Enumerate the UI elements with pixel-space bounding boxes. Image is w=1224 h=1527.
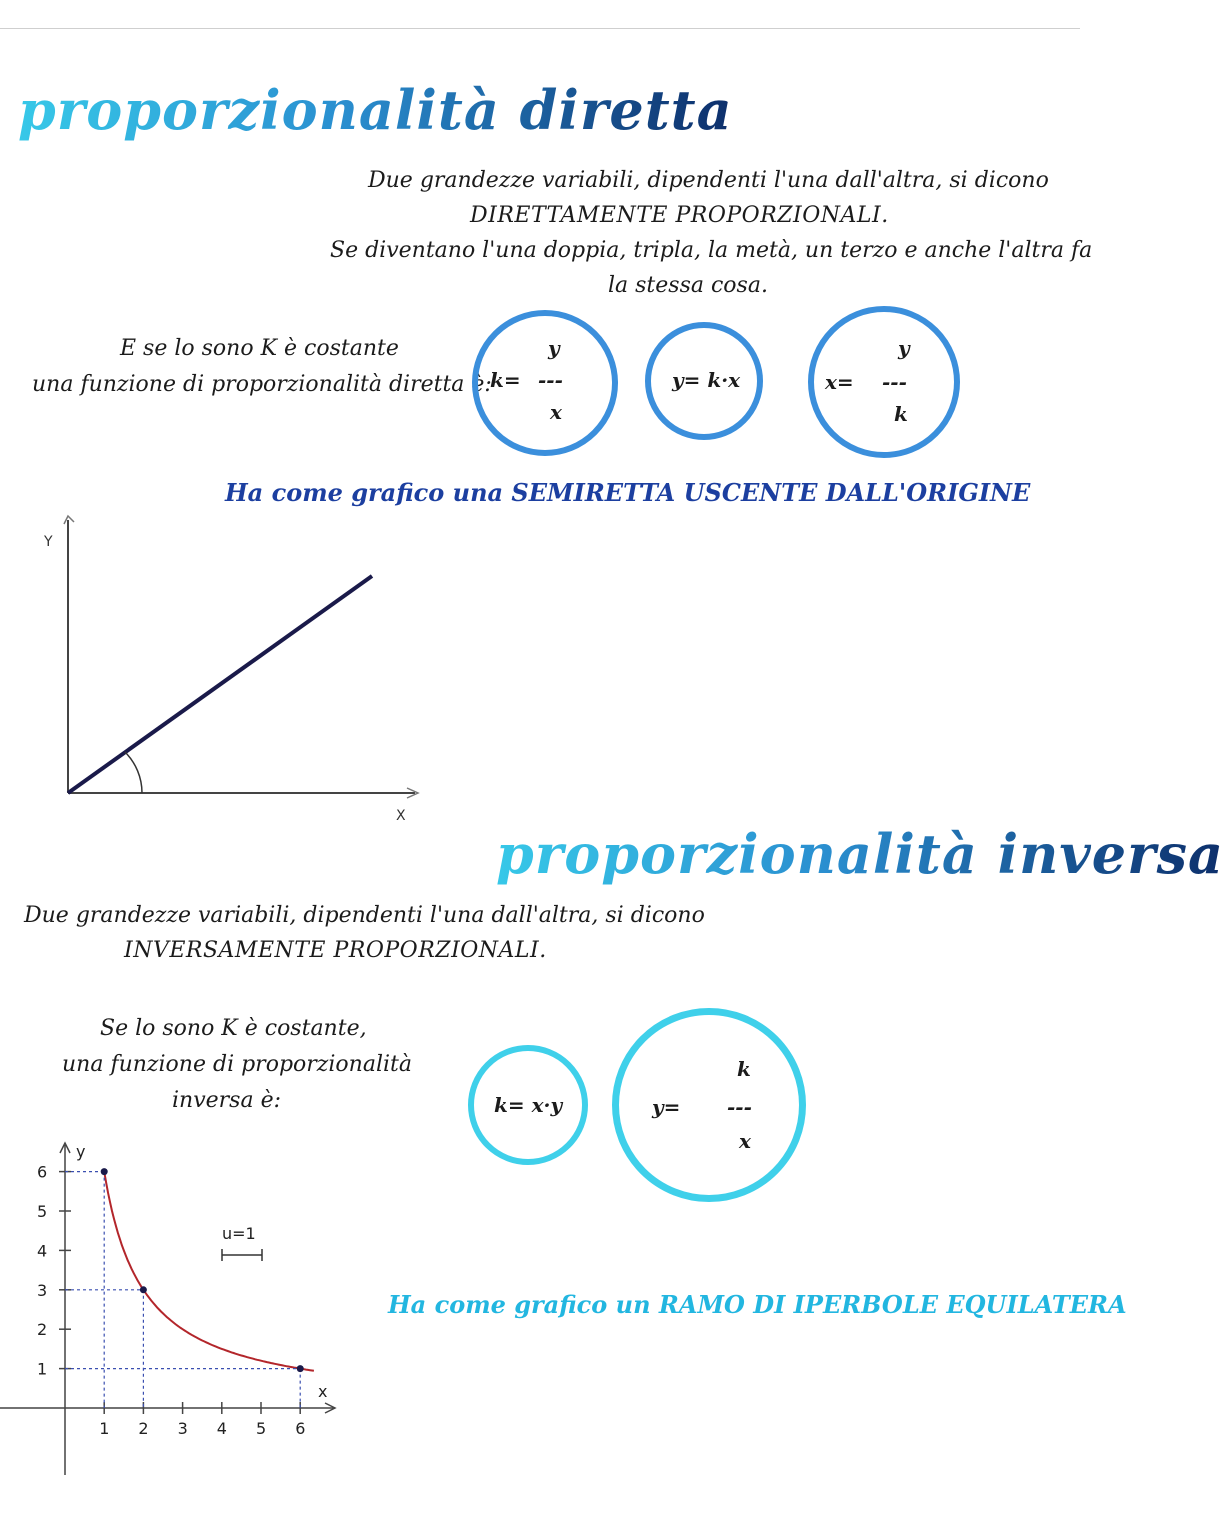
x-tick-label-5: 5: [256, 1419, 267, 1438]
inverse-graph-hyperbola: [104, 1172, 314, 1371]
formula-x-bar: ---: [882, 370, 907, 394]
formula-k-den: x: [550, 400, 562, 424]
inverse-graph-x-label: x: [318, 1382, 328, 1401]
point-2-3: [140, 1286, 147, 1293]
y-tick-label-6: 6: [37, 1162, 48, 1182]
x-tick-label-6: 6: [295, 1419, 306, 1438]
y-tick-label-2: 2: [37, 1320, 48, 1340]
inverse-title: proporzionalità inversa: [496, 822, 1224, 886]
inverse-graph-unit-label: u=1: [222, 1224, 256, 1243]
direct-intro-line4: la stessa cosa.: [608, 273, 768, 298]
formula-k-lhs: k=: [490, 368, 521, 392]
formula-ykx-bar: ---: [727, 1095, 752, 1119]
y-tick-label-3: 3: [37, 1280, 48, 1300]
y-tick-label-1: 1: [37, 1359, 48, 1379]
page-top-rule: [0, 28, 1080, 29]
y-tick-label-5: 5: [37, 1202, 48, 1221]
direct-function-line1: E se lo sono K è costante: [120, 336, 399, 361]
direct-graph-y-label: Y: [44, 534, 53, 550]
y-tick-label-4: 4: [37, 1241, 48, 1261]
formula-kxy-text: k= x·y: [494, 1093, 563, 1117]
x-tick-label-3: 3: [177, 1419, 188, 1438]
formula-ykx-lhs: y=: [652, 1095, 681, 1119]
direct-graph-angle-arc: [125, 752, 142, 793]
formula-ykx-circle: [612, 1008, 806, 1202]
inverse-graph-y-label: y: [76, 1142, 86, 1161]
inverse-function-line3: inversa è:: [172, 1088, 282, 1113]
x-tick-label-1: 1: [99, 1419, 110, 1438]
direct-intro-line2: DIRETTAMENTE PROPORZIONALI.: [470, 203, 889, 228]
formula-ykx-num: k: [737, 1057, 751, 1081]
formula-k-num: y: [548, 336, 560, 360]
inverse-intro-line2: INVERSAMENTE PROPORZIONALI.: [124, 938, 547, 963]
direct-intro-line1: Due grandezze variabili, dipendenti l'una dall'altra, si dicono: [368, 168, 1049, 193]
point-6-1: [297, 1365, 304, 1372]
direct-graph-ray: [68, 576, 372, 793]
point-1-6: [101, 1168, 108, 1175]
inverse-graph-note: Ha come grafico un RAMO DI IPERBOLE EQUILATERA: [388, 1290, 1127, 1319]
x-tick-label-2: 2: [138, 1419, 149, 1438]
formula-y-text: y= k·x: [672, 368, 741, 392]
inverse-intro-line1: Due grandezze variabili, dipendenti l'una dall'altra, si dicono: [24, 903, 705, 928]
formula-x-den: k: [894, 402, 908, 426]
formula-x-lhs: x=: [825, 370, 854, 394]
direct-function-line2: una funzione di proporzionalità diretta è:: [32, 372, 492, 397]
direct-intro-line3: Se diventano l'una doppia, tripla, la metà, un terzo e anche l'altra fa: [330, 238, 1093, 263]
formula-k-bar: ---: [538, 368, 563, 392]
direct-graph-note: Ha come grafico una SEMIRETTA USCENTE DALL'ORIGINE: [225, 478, 1031, 507]
inverse-function-line1: Se lo sono K è costante,: [100, 1016, 367, 1041]
formula-x-num: y: [898, 336, 910, 360]
direct-graph-x-label: X: [396, 808, 406, 824]
direct-title: proporzionalità diretta: [18, 78, 733, 142]
direct-graph: [30, 510, 450, 830]
inverse-function-line2: una funzione di proporzionalità: [62, 1052, 412, 1077]
inverse-graph: [0, 1135, 345, 1480]
x-tick-label-4: 4: [216, 1419, 227, 1438]
formula-ykx-den: x: [739, 1129, 751, 1153]
